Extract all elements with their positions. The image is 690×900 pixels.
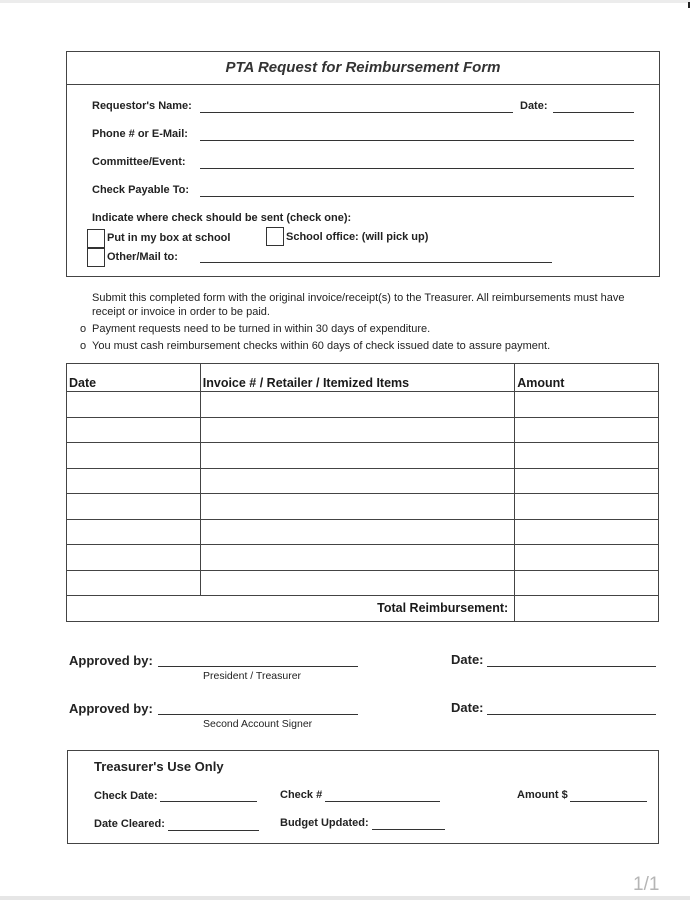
committee-event-field[interactable]	[200, 168, 634, 169]
invoice-cell[interactable]	[200, 392, 514, 418]
check-number-field[interactable]	[325, 801, 440, 802]
bullet-marker: o	[80, 323, 87, 335]
budget-updated-field[interactable]	[372, 829, 445, 830]
invoice-cell[interactable]	[200, 545, 514, 571]
invoice-cell[interactable]	[200, 443, 514, 469]
invoice-cell[interactable]	[200, 494, 514, 520]
viewer-bottom-bar	[0, 896, 690, 900]
table-row	[67, 519, 659, 545]
approved-by-label: Approved by:	[69, 653, 153, 668]
table-row	[67, 443, 659, 469]
check-payable-field[interactable]	[200, 196, 634, 197]
phone-email-field[interactable]	[200, 140, 634, 141]
approval-2-date-field[interactable]	[487, 714, 656, 715]
form-title: PTA Request for Reimbursement Form	[225, 59, 501, 76]
check-payable-label: Check Payable To:	[92, 184, 189, 196]
budget-updated-label: Budget Updated:	[280, 817, 369, 829]
treasurer-heading: Treasurer's Use Only	[94, 759, 224, 774]
checkbox-box-at-school[interactable]	[87, 229, 105, 248]
instruction-bullet: You must cash reimbursement checks within 60 days of check issued date to assure payment.	[92, 340, 551, 352]
total-row	[67, 596, 659, 622]
table-header-row	[67, 364, 659, 392]
amount-cell[interactable]	[515, 417, 659, 443]
column-header-amount: Amount	[515, 364, 659, 392]
approver-1-role: President / Treasurer	[203, 670, 302, 682]
approval-2-date-label: Date:	[451, 700, 484, 715]
requestor-name-label: Requestor's Name:	[92, 100, 192, 112]
delivery-prompt: Indicate where check should be sent (check one):	[92, 212, 352, 224]
amount-cell[interactable]	[515, 545, 659, 571]
page-indicator: 1/1	[633, 874, 660, 895]
invoice-cell[interactable]	[200, 468, 514, 494]
check-date-label: Check Date:	[94, 790, 158, 802]
amount-cell[interactable]	[515, 468, 659, 494]
amount-cell[interactable]	[515, 519, 659, 545]
checkbox-school-office[interactable]	[266, 227, 284, 246]
approver-2-signature-field[interactable]	[158, 714, 358, 715]
date-field[interactable]	[553, 112, 634, 113]
table-row	[67, 570, 659, 596]
instructions-intro: Submit this completed form with the original invoice/receipt(s) to the Treasurer. All reimbursements must have	[92, 292, 625, 304]
invoice-cell[interactable]	[200, 519, 514, 545]
date-cell[interactable]	[67, 519, 201, 545]
total-label: Total Reimbursement:	[67, 596, 515, 622]
check-date-field[interactable]	[160, 801, 257, 802]
total-value-cell[interactable]	[515, 596, 659, 622]
date-cell[interactable]	[67, 570, 201, 596]
instructions-intro-cont: receipt or invoice in order to be paid.	[92, 306, 270, 318]
date-cell[interactable]	[67, 545, 201, 571]
viewer-top-bar	[0, 0, 690, 3]
amount-cell[interactable]	[515, 392, 659, 418]
bullet-marker: o	[80, 340, 87, 352]
date-cell[interactable]	[67, 494, 201, 520]
table-row	[67, 545, 659, 571]
date-cleared-field[interactable]	[168, 830, 259, 831]
amount-label: Amount $	[517, 789, 568, 801]
table-row	[67, 494, 659, 520]
date-cell[interactable]	[67, 417, 201, 443]
instruction-bullet: Payment requests need to be turned in within 30 days of expenditure.	[92, 323, 431, 335]
invoice-cell[interactable]	[200, 417, 514, 443]
approval-1-date-label: Date:	[451, 652, 484, 667]
other-mail-field[interactable]	[200, 262, 552, 263]
column-header-date: Date	[67, 364, 201, 392]
requestor-name-field[interactable]	[200, 112, 513, 113]
amount-cell[interactable]	[515, 570, 659, 596]
table-row	[67, 392, 659, 418]
approver-1-signature-field[interactable]	[158, 666, 358, 667]
table-row	[67, 417, 659, 443]
date-cell[interactable]	[67, 443, 201, 469]
committee-event-label: Committee/Event:	[92, 156, 186, 168]
check-number-label: Check #	[280, 789, 323, 801]
approval-1-date-field[interactable]	[487, 666, 656, 667]
invoice-cell[interactable]	[200, 570, 514, 596]
option-school-office: School office: (will pick up)	[286, 231, 429, 243]
amount-field[interactable]	[570, 801, 647, 802]
table-row	[67, 468, 659, 494]
amount-cell[interactable]	[515, 443, 659, 469]
date-cell[interactable]	[67, 392, 201, 418]
approved-by-label: Approved by:	[69, 701, 153, 716]
date-cell[interactable]	[67, 468, 201, 494]
amount-cell[interactable]	[515, 494, 659, 520]
items-table	[66, 363, 659, 622]
phone-email-label: Phone # or E-Mail:	[92, 128, 188, 140]
option-other-mail: Other/Mail to:	[107, 251, 178, 263]
date-label: Date:	[520, 100, 548, 112]
column-header-invoice: Invoice # / Retailer / Itemized Items	[200, 364, 514, 392]
date-cleared-label: Date Cleared:	[94, 818, 165, 830]
option-box-at-school: Put in my box at school	[107, 232, 231, 244]
approver-2-role: Second Account Signer	[203, 718, 313, 730]
checkbox-other-mail[interactable]	[87, 248, 105, 267]
title-row	[67, 52, 659, 85]
